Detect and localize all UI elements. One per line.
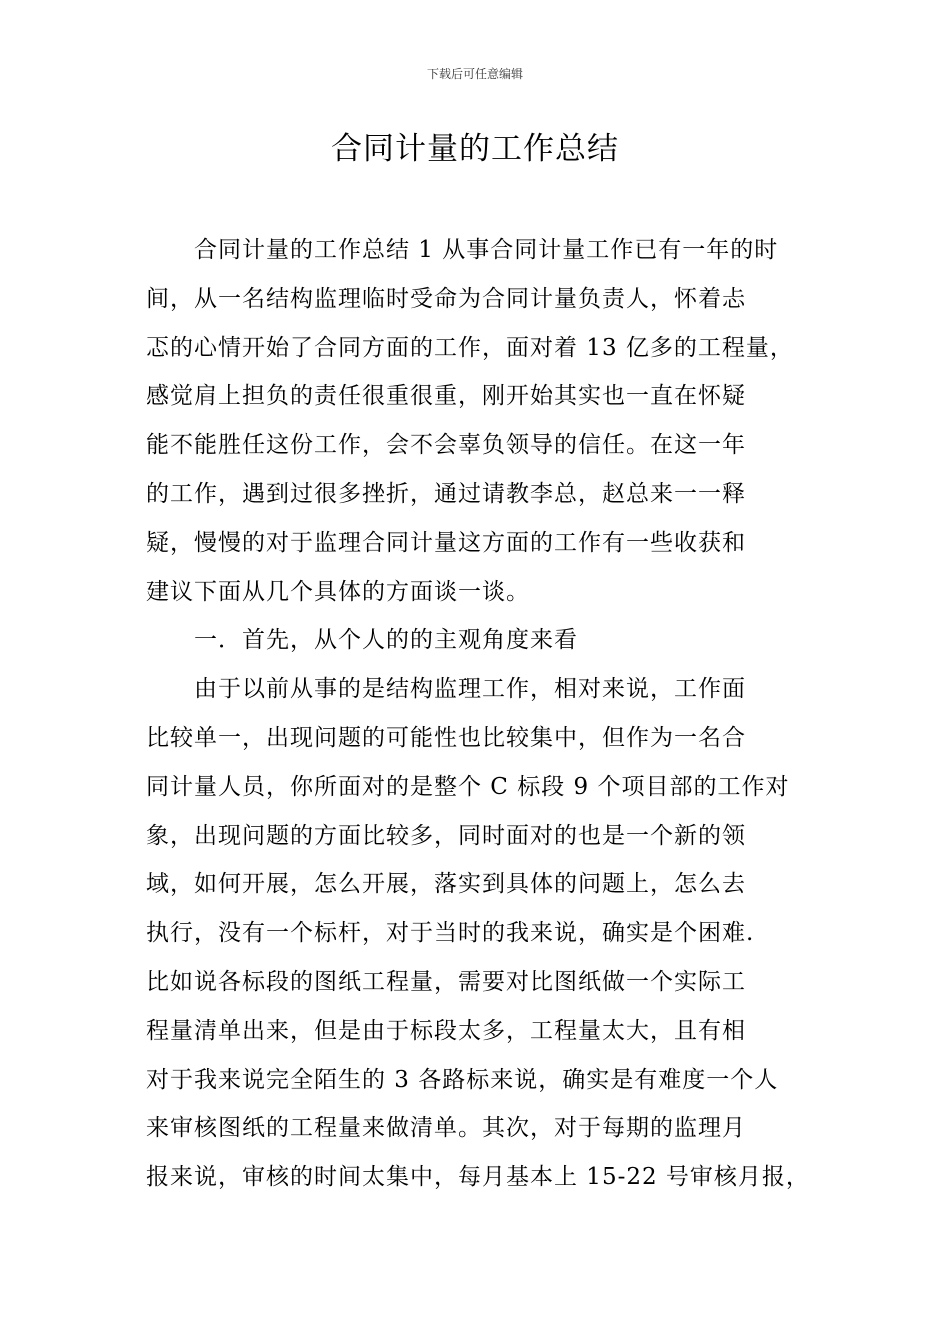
text-line: 建议下面从几个具体的方面谈一谈。 [146,578,530,605]
text-line: 域，如何开展，怎么开展，落实到具体的问题上，怎么去 [146,871,746,898]
header-note: 下载后可任意编辑 [426,67,523,81]
text-line: 的工作，遇到过很多挫折，通过请教李总，赵总来一一释 [146,480,746,507]
text-line: 疑，慢慢的对于监理合同计量这方面的工作有一些收获和 [146,529,746,556]
text-line: 感觉肩上担负的责任很重很重，刚开始其实也一直在怀疑 [146,383,746,410]
text-line: 合同计量的工作总结 1 从事合同计量工作已有一年的时 [194,237,779,263]
text-line: 忑的心情开始了合同方面的工作，面对着 13 亿多的工程量， [146,334,794,361]
text-line: 执行，没有一个标杆，对于当时的我来说，确实是个困难. [146,920,755,947]
text-line: 由于以前从事的是结构监理工作，相对来说，工作面 [194,676,746,703]
text-line: 比较单一，出现问题的可能性也比较集中，但作为一名合 [146,724,746,751]
text-line: 对于我来说完全陌生的 3 各路标来说，确实是有难度一个人 [146,1066,779,1093]
document-body [146,226,816,1202]
text-line: 间，从一名结构监理临时受命为合同计量负责人，怀着忐 [146,285,746,312]
text-line: 来审核图纸的工程量来做清单。其次，对于每期的监理月 [146,1115,746,1142]
text-line: 一．首先，从个人的的主观角度来看 [194,627,578,654]
text-line: 报来说，审核的时间太集中，每月基本上 15-22 号审核月报， [146,1164,810,1191]
document-title: 合同计量的工作总结 [331,131,619,167]
text-line: 能不能胜任这份工作，会不会辜负领导的信任。在这一年 [146,432,746,459]
text-line: 象，出现问题的方面比较多，同时面对的也是一个新的领 [146,822,746,849]
text-line: 程量清单出来，但是由于标段太多，工程量太大，且有相 [146,1017,746,1044]
text-line: 比如说各标段的图纸工程量，需要对比图纸做一个实际工 [146,968,746,995]
text-line: 同计量人员，你所面对的是整个 C 标段 9 个项目部的工作对 [146,773,790,800]
